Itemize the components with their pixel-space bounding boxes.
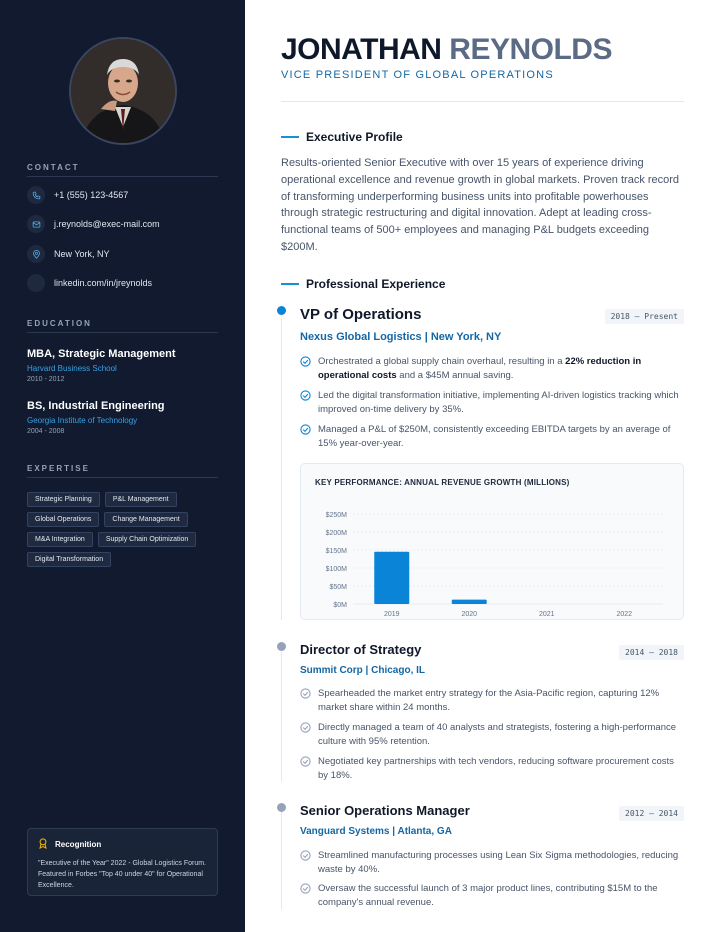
contact-email-text: j.reynolds@exec-mail.com xyxy=(54,219,160,229)
contact-location-text: New York, NY xyxy=(54,249,110,259)
school: Harvard Business School xyxy=(27,364,117,373)
job-title: Senior Operations Manager xyxy=(300,803,470,818)
last-name: REYNOLDS xyxy=(449,33,612,66)
profile-text: Results-oriented Senior Executive with over 15 years of experience driving operational excellence and revenue growth in global markets. Proven track record of transforming underperforming business units into profitable powerhouses through strategic restructuring and digital innovation. Adept at leading cross-functional teams of 500+ employees and managing P&L budgets exceeding $200M. xyxy=(281,157,680,253)
x-tick-label: 2021 xyxy=(538,611,555,618)
contact-phone[interactable] xyxy=(27,186,128,204)
y-tick-label: $100M xyxy=(325,566,347,573)
y-tick-label: $200M xyxy=(325,530,347,537)
job-dates: 2018 – Present xyxy=(605,309,684,324)
bar-2019 xyxy=(374,552,409,604)
degree: MBA, Strategic Management xyxy=(27,348,176,360)
education-years: 2004 - 2008 xyxy=(27,428,65,435)
contact-phone-text: +1 (555) 123-4567 xyxy=(54,190,129,200)
recognition-title: Recognition xyxy=(55,840,102,849)
expertise-tag: Digital Transformation xyxy=(27,552,111,567)
expertise-tags xyxy=(27,492,222,567)
experience-heading xyxy=(281,277,445,291)
timeline-dot-active xyxy=(277,306,286,315)
x-tick-label: 2019 xyxy=(383,611,400,618)
check-circle-icon xyxy=(300,850,311,861)
contact-heading: CONTACT xyxy=(27,163,80,172)
candidate-name xyxy=(281,33,612,67)
job-company: Summit Corp | Chicago, IL xyxy=(300,665,426,676)
achievement-item: Streamlined manufacturing processes using Lean Six Sigma methodologies, reducing waste by 40%. xyxy=(300,849,684,876)
check-circle-icon xyxy=(300,390,311,401)
achievement-item: Negotiated key partnerships with tech vendors, reducing software procurement costs by 18%. xyxy=(300,755,684,782)
job-title: VP of Operations xyxy=(300,306,422,323)
check-circle-icon xyxy=(300,688,311,699)
job-dates: 2012 – 2014 xyxy=(619,806,684,821)
school: Georgia Institute of Technology xyxy=(27,416,138,425)
check-circle-icon xyxy=(300,883,311,894)
revenue-chart-card xyxy=(300,463,684,620)
revenue-chart xyxy=(301,464,685,621)
education-item xyxy=(27,400,165,435)
check-circle-icon xyxy=(300,424,311,435)
achievement-item: Spearheaded the market entry strategy for the Asia-Pacific region, capturing 12% market share within 24 months. xyxy=(300,687,684,714)
contact-divider xyxy=(27,176,218,177)
achievement-item: Led the digital transformation initiative, implementing AI-driven logistics tracking which improved on-time delivery by 35%. xyxy=(300,389,684,416)
location-icon xyxy=(27,245,45,263)
education-divider xyxy=(27,332,218,333)
job-role: VICE PRESIDENT OF GLOBAL OPERATIONS xyxy=(281,69,554,81)
x-tick-label: 2020 xyxy=(461,611,478,618)
education-years: 2010 - 2012 xyxy=(27,376,65,383)
expertise-tag: P&L Management xyxy=(105,492,177,507)
timeline-dot xyxy=(277,642,286,651)
expertise-tag: Strategic Planning xyxy=(27,492,100,507)
y-tick-label: $0M xyxy=(333,602,347,609)
experience-heading-text: Professional Experience xyxy=(306,277,446,291)
profile-heading xyxy=(281,130,403,144)
recognition-card xyxy=(27,828,218,896)
achievement-item: Managed a P&L of $250M, consistently exceeding EBITDA targets by an average of 15% year-over-year. xyxy=(300,423,684,450)
first-name: JONATHAN xyxy=(281,33,442,66)
check-circle-icon xyxy=(300,356,311,367)
education-item xyxy=(27,348,176,383)
education-heading: EDUCATION xyxy=(27,319,92,328)
section-accent xyxy=(281,136,299,138)
award-icon xyxy=(38,838,48,851)
degree: BS, Industrial Engineering xyxy=(27,400,165,412)
x-tick-label: 2022 xyxy=(616,611,633,618)
expertise-tag: Global Operations xyxy=(27,512,99,527)
contact-linkedin[interactable] xyxy=(27,274,152,292)
timeline-line xyxy=(281,318,282,620)
profile-heading-text: Executive Profile xyxy=(306,130,403,144)
contact-location xyxy=(27,245,110,263)
expertise-tag: Supply Chain Optimization xyxy=(98,532,197,547)
section-accent xyxy=(281,283,299,285)
timeline-line xyxy=(281,812,282,910)
expertise-divider xyxy=(27,477,218,478)
timeline-line xyxy=(281,652,282,782)
check-circle-icon xyxy=(300,722,311,733)
job-title: Director of Strategy xyxy=(300,642,422,657)
y-tick-label: $50M xyxy=(329,584,347,591)
expertise-tag: Change Management xyxy=(104,512,187,527)
expertise-heading: EXPERTISE xyxy=(27,464,90,473)
expertise-tag: M&A Integration xyxy=(27,532,93,547)
job-company: Vanguard Systems | Atlanta, GA xyxy=(300,826,452,837)
bar-2020 xyxy=(452,600,487,604)
sidebar xyxy=(0,0,245,932)
job-dates: 2014 – 2018 xyxy=(619,645,684,660)
achievement-item: Oversaw the successful launch of 3 major product lines, contributing $15M to the company's annual revenue. xyxy=(300,882,684,909)
contact-linkedin-text: linkedin.com/in/jreynolds xyxy=(54,278,153,288)
chart-title: KEY PERFORMANCE: ANNUAL REVENUE GROWTH (MILLIONS) xyxy=(315,478,570,487)
y-tick-label: $150M xyxy=(325,548,347,555)
achievement-item: Directly managed a team of 40 analysts and strategists, fostering a high-performance culture with 95% retention. xyxy=(300,721,684,748)
check-circle-icon xyxy=(300,756,311,767)
achievement-item: Orchestrated a global supply chain overhaul, resulting in a 22% reduction in operational costs and a $45M annual saving. xyxy=(300,355,684,382)
mail-icon xyxy=(27,215,45,233)
recognition-text: "Executive of the Year" 2022 - Global Logistics Forum. Featured in Forbes "Top 40 under 40" for Operational Excellence. xyxy=(38,860,207,889)
linkedin-icon xyxy=(27,274,45,292)
phone-icon xyxy=(27,186,45,204)
profile-photo xyxy=(69,37,177,145)
job-company: Nexus Global Logistics | New York, NY xyxy=(300,331,502,343)
contact-email[interactable] xyxy=(27,215,160,233)
timeline-dot xyxy=(277,803,286,812)
header-divider xyxy=(281,101,684,102)
y-tick-label: $250M xyxy=(325,512,347,519)
